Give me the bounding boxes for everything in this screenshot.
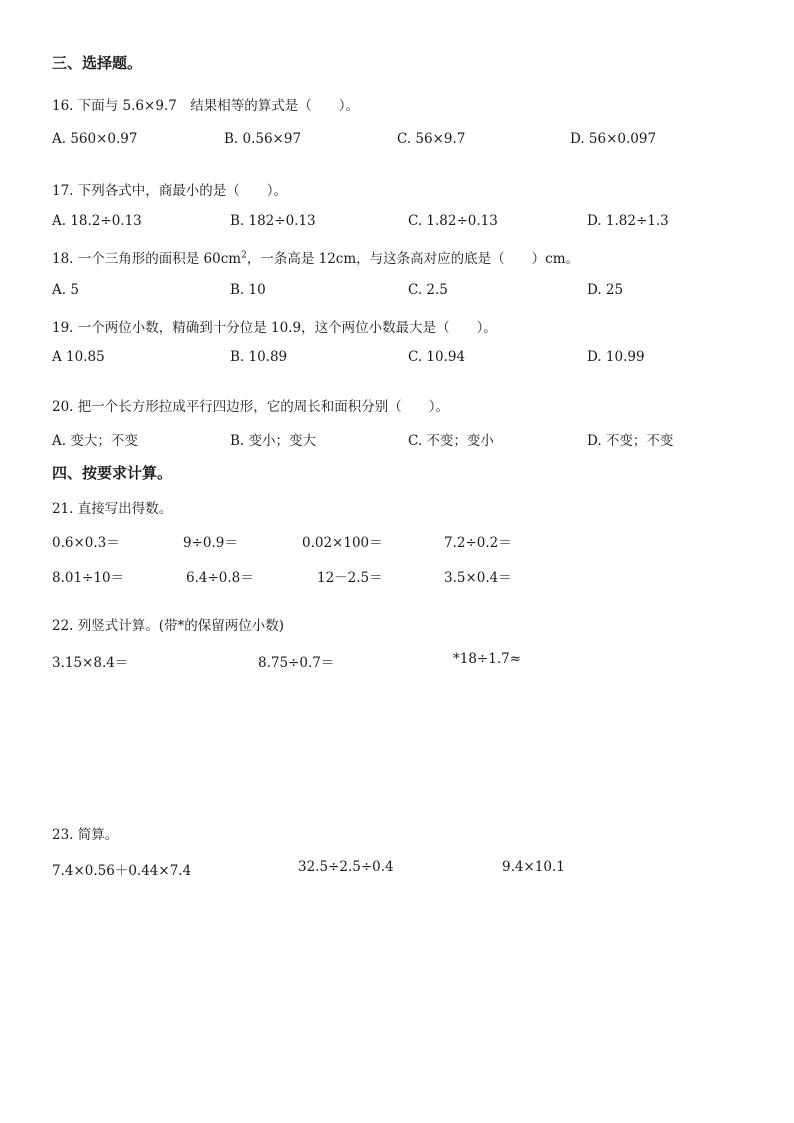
- option-c: C. 10.94: [408, 349, 466, 365]
- option-c: C. 1.82÷0.13: [408, 213, 498, 229]
- oral-item: 7.2÷0.2＝: [444, 535, 512, 551]
- option-c: C. 2.5: [408, 282, 448, 298]
- option-a: A. 变大；不变: [52, 433, 138, 449]
- vertical-calc-item: 8.75÷0.7＝: [258, 655, 335, 671]
- option-d: D. 10.99: [587, 349, 645, 365]
- simplify-item: 9.4×10.1: [502, 859, 565, 875]
- question-16-stem: 16. 下面与 5.6×9.7 结果相等的算式是（ ）。: [52, 98, 360, 114]
- option-a: A. 5: [52, 282, 79, 298]
- section-title-calculation: 四、按要求计算。: [52, 464, 173, 482]
- question-18-stem-part1: 18. 一个三角形的面积是 60cm: [52, 251, 242, 267]
- option-d: D. 不变；不变: [587, 433, 674, 449]
- section-title-choice: 三、选择题。: [52, 54, 143, 72]
- option-b: B. 变小；变大: [230, 433, 317, 449]
- option-b: B. 182÷0.13: [230, 213, 316, 229]
- simplify-item: 32.5÷2.5÷0.4: [298, 859, 394, 875]
- vertical-calc-item: *18÷1.7≈: [453, 651, 522, 667]
- question-22-stem: 22. 列竖式计算。(带*的保留两位小数): [52, 618, 285, 634]
- vertical-calc-item: 3.15×8.4＝: [52, 655, 129, 671]
- oral-item: 3.5×0.4＝: [444, 570, 512, 586]
- question-19-stem: 19. 一个两位小数，精确到十分位是 10.9，这个两位小数最大是（ ）。: [52, 320, 497, 336]
- oral-item: 8.01÷10＝: [52, 570, 125, 586]
- oral-item: 0.6×0.3＝: [52, 535, 120, 551]
- superscript: 2: [241, 250, 247, 261]
- question-18-stem-part2: ，一条高是 12cm，与这条高对应的底是（ ）cm。: [246, 251, 580, 267]
- oral-item: 9÷0.9＝: [183, 535, 238, 551]
- oral-item: 12－2.5＝: [317, 570, 383, 586]
- option-b: B. 10: [230, 282, 266, 298]
- option-d: D. 56×0.097: [570, 131, 657, 147]
- option-c: C. 不变；变小: [408, 433, 494, 449]
- option-b: B. 10.89: [230, 349, 288, 365]
- option-b: B. 0.56×97: [224, 131, 302, 147]
- option-d: D. 1.82÷1.3: [587, 213, 669, 229]
- option-d: D. 25: [587, 282, 624, 298]
- option-a: A 10.85: [52, 349, 105, 365]
- option-c: C. 56×9.7: [397, 131, 466, 147]
- question-21-stem: 21. 直接写出得数。: [52, 501, 173, 517]
- option-a: A. 18.2÷0.13: [52, 213, 142, 229]
- question-18-stem: [52, 247, 579, 267]
- question-23-stem: 23. 简算。: [52, 827, 119, 843]
- option-a: A. 560×0.97: [52, 131, 138, 147]
- simplify-item: 7.4×0.56＋0.44×7.4: [52, 863, 192, 879]
- question-20-stem: 20. 把一个长方形拉成平行四边形，它的周长和面积分别（ ）。: [52, 399, 450, 415]
- question-17-stem: 17. 下列各式中，商最小的是（ ）。: [52, 183, 288, 199]
- oral-item: 0.02×100＝: [302, 535, 383, 551]
- oral-item: 6.4÷0.8＝: [186, 570, 254, 586]
